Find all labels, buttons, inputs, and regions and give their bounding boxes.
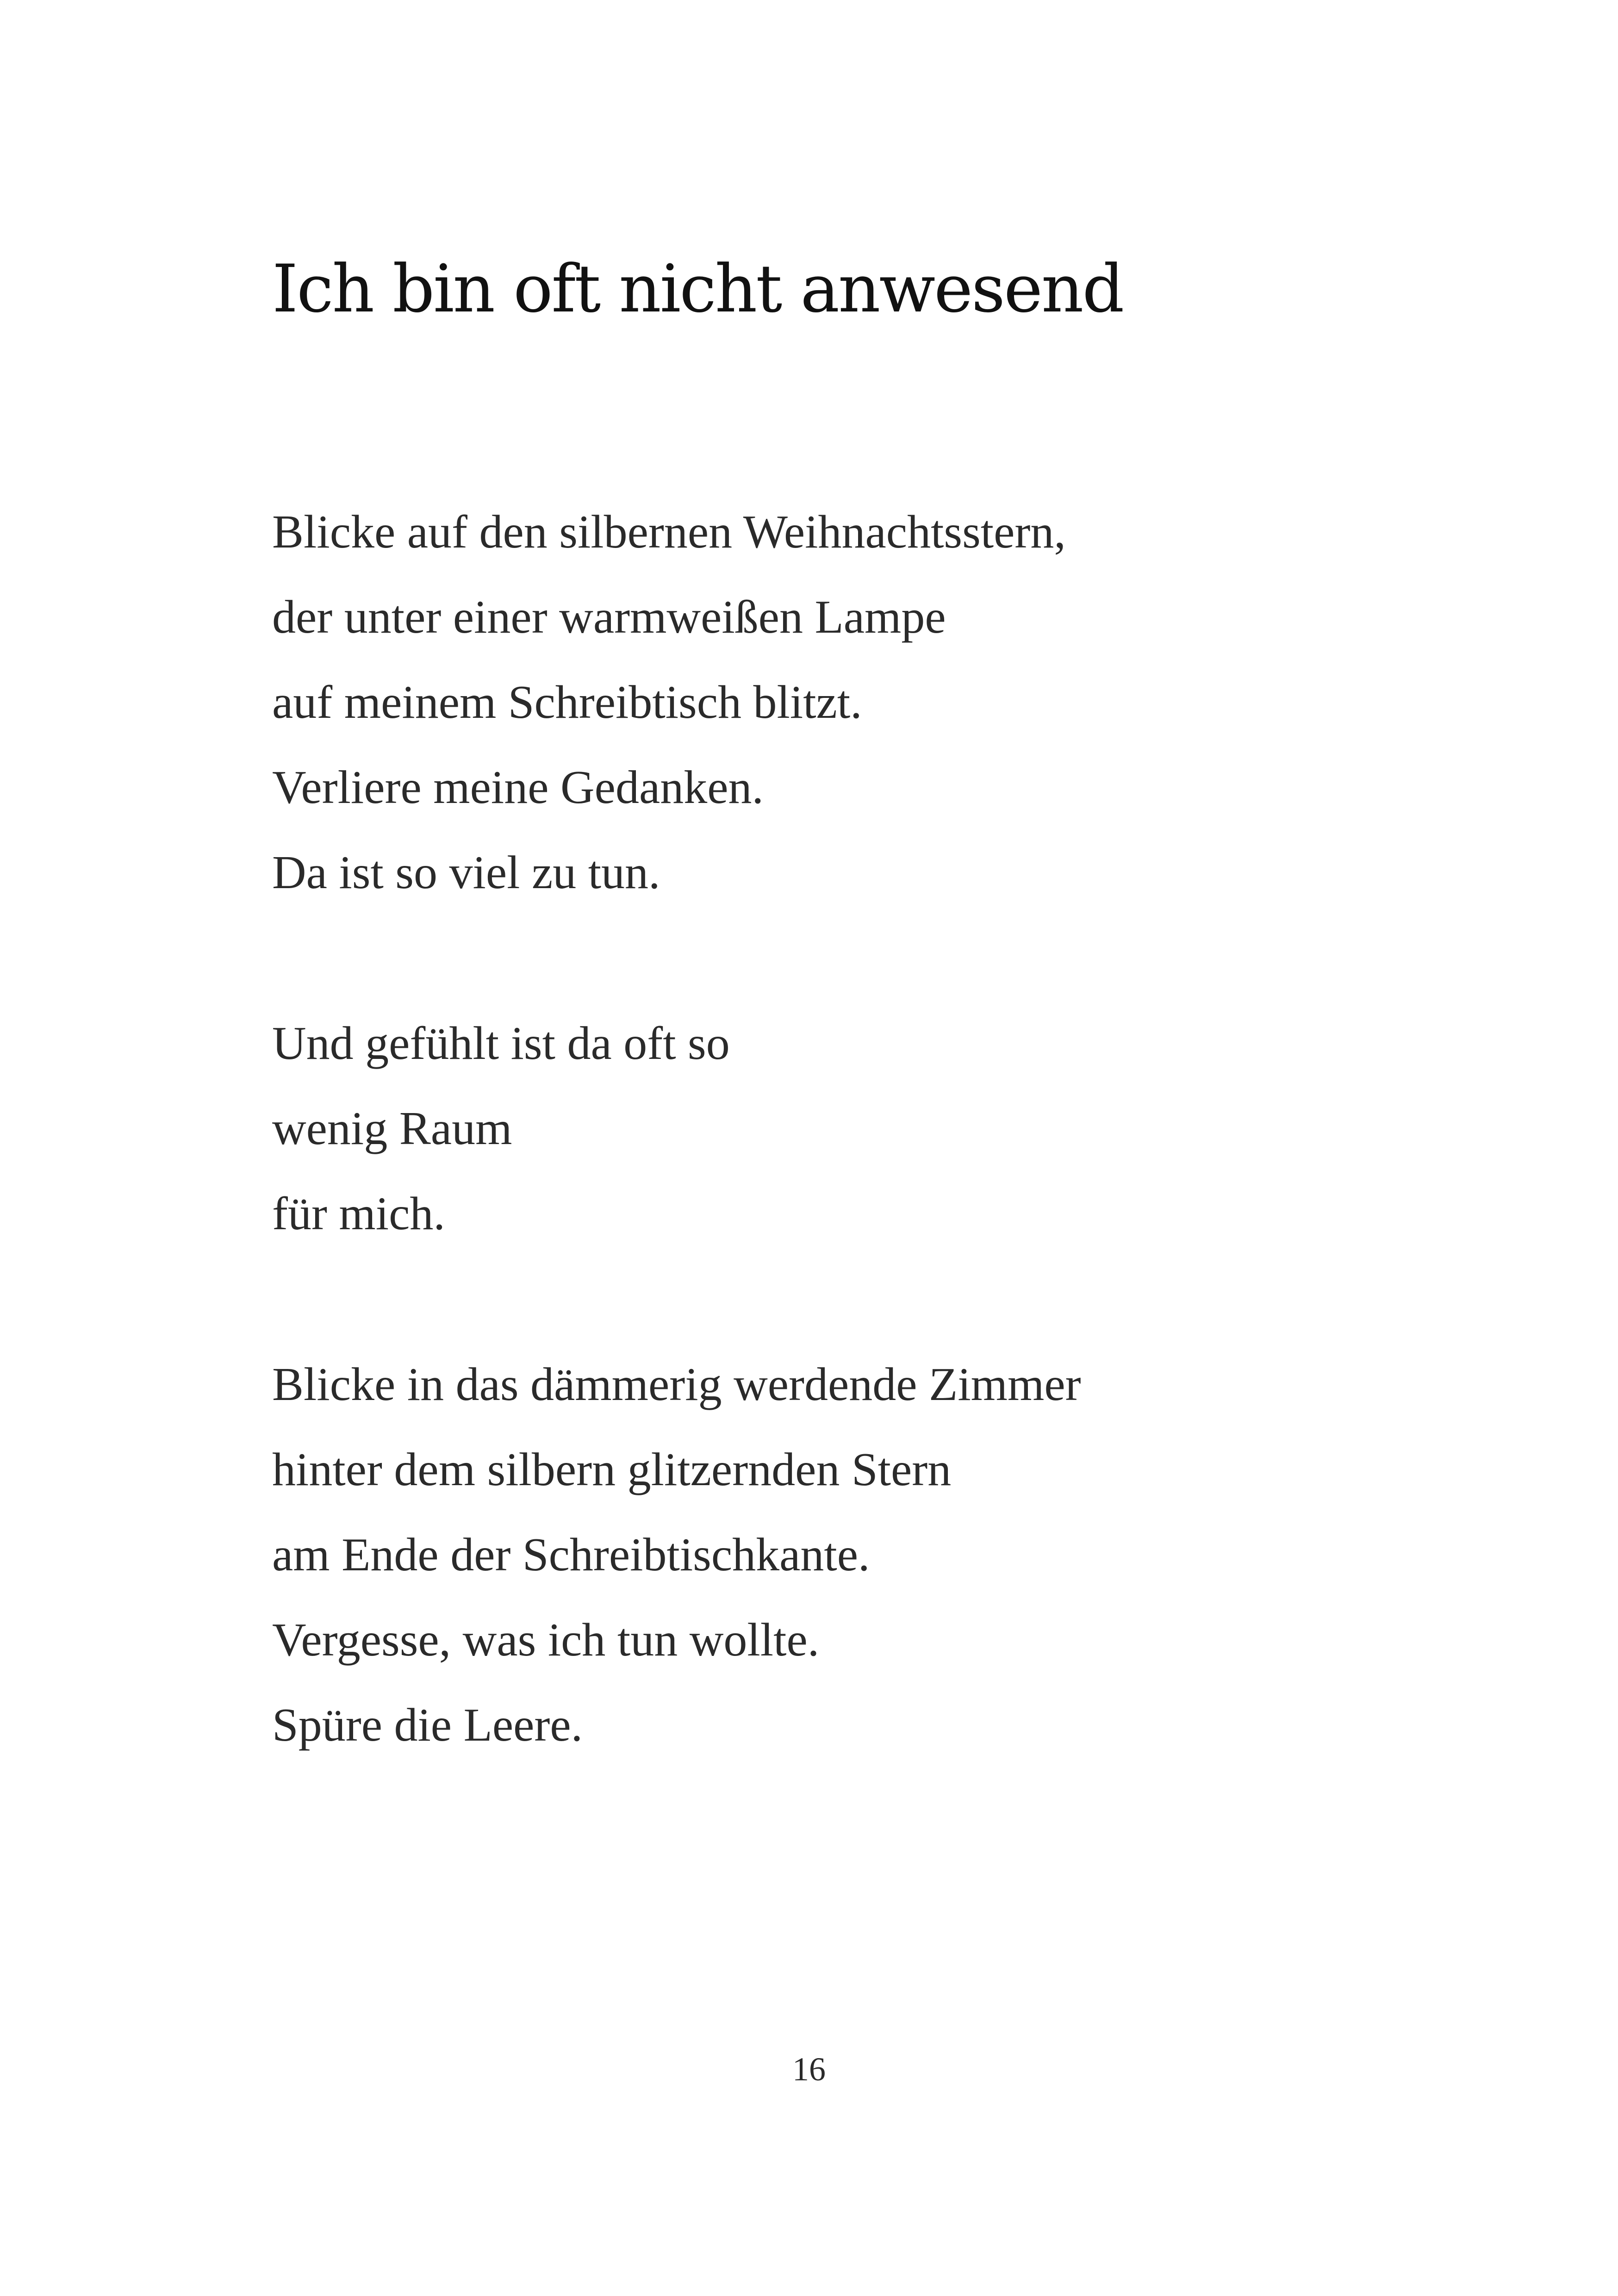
poem-line: Da ist so viel zu tun. <box>272 846 660 899</box>
page-number: 16 <box>792 2051 826 2088</box>
poem-line: für mich. <box>272 1188 445 1240</box>
poem-line: Spüre die Leere. <box>272 1699 583 1751</box>
poem-line: wenig Raum <box>272 1102 512 1155</box>
poem-body <box>272 490 1383 1854</box>
poem-line: Verliere meine Gedanken. <box>272 761 764 814</box>
poem-line: Und gefühlt ist da oft so <box>272 1017 730 1070</box>
poem-line: der unter einer warmweißen Lampe <box>272 591 946 643</box>
poem-line: Blicke auf den silbernen Weihnachtsstern, <box>272 506 1066 558</box>
poem-line: Blicke in das dämmerig werdende Zimmer <box>272 1358 1081 1411</box>
poem-line: am Ende der Schreibtischkante. <box>272 1529 870 1581</box>
poem-line: auf meinem Schreibtisch blitzt. <box>272 676 862 728</box>
poem-line: Vergesse, was ich tun wollte. <box>272 1614 820 1666</box>
stanza-1 <box>272 490 1383 915</box>
stanza-2 <box>272 1001 1383 1257</box>
poem-title: Ich bin oft nicht anwesend <box>272 251 1123 327</box>
stanza-3 <box>272 1342 1383 1768</box>
poem-line: hinter dem silbern glitzernden Stern <box>272 1444 952 1496</box>
